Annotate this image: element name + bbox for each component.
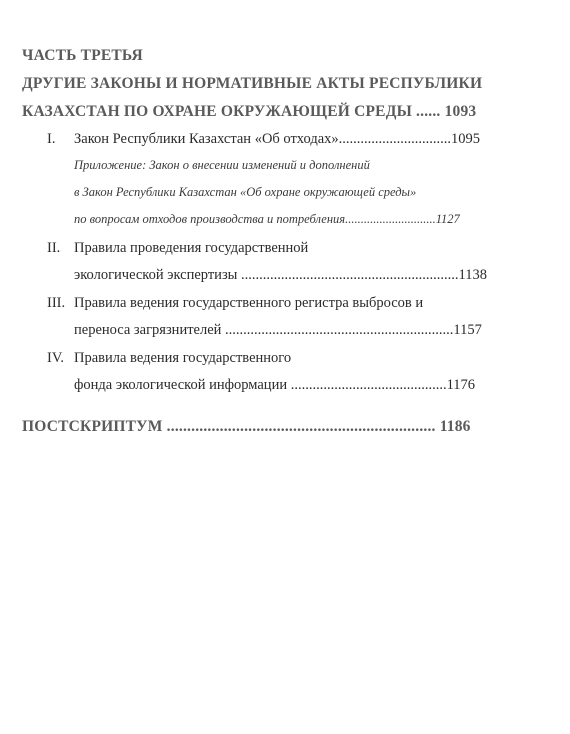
- part-title: ЧАСТЬ ТРЕТЬЯ: [22, 47, 143, 64]
- postscript-entry: ПОСТСКРИПТУМ .................................................................. 1186: [22, 418, 471, 435]
- appendix-line: Приложение: Закон о внесении изменений и дополнений: [74, 158, 370, 172]
- toc-entry-line: Закон Республики Казахстан «Об отходах»...............................1095: [74, 131, 481, 147]
- entry-number: IV.: [47, 350, 65, 366]
- appendix-line: в Закон Республики Казахстан «Об охране окружающей среды»: [74, 185, 417, 199]
- toc-entry-line: фонда экологической информации ...........................................1176: [74, 377, 476, 393]
- toc-entry-line: Правила проведения государственной: [74, 240, 309, 256]
- entry-number: I.: [47, 131, 56, 147]
- part-subtitle-line2: КАЗАХСТАН ПО ОХРАНЕ ОКРУЖАЮЩЕЙ СРЕДЫ ...... 1093: [22, 103, 477, 120]
- entry-number: II.: [47, 240, 61, 256]
- toc-entry-line: Правила ведения государственного регистра выбросов и: [74, 295, 424, 311]
- entry-number: III.: [47, 295, 66, 311]
- toc-entry-line: Правила ведения государственного: [74, 350, 292, 366]
- toc-entry-line: экологической экспертизы ............................................................1138: [74, 267, 488, 283]
- toc-entry-line: переноса загрязнителей ...............................................................1157: [74, 322, 482, 338]
- part-subtitle-line1: ДРУГИЕ ЗАКОНЫ И НОРМАТИВНЫЕ АКТЫ РЕСПУБЛИКИ: [22, 75, 483, 92]
- appendix-line: по вопросам отходов производства и потребления.............................1127: [74, 212, 460, 226]
